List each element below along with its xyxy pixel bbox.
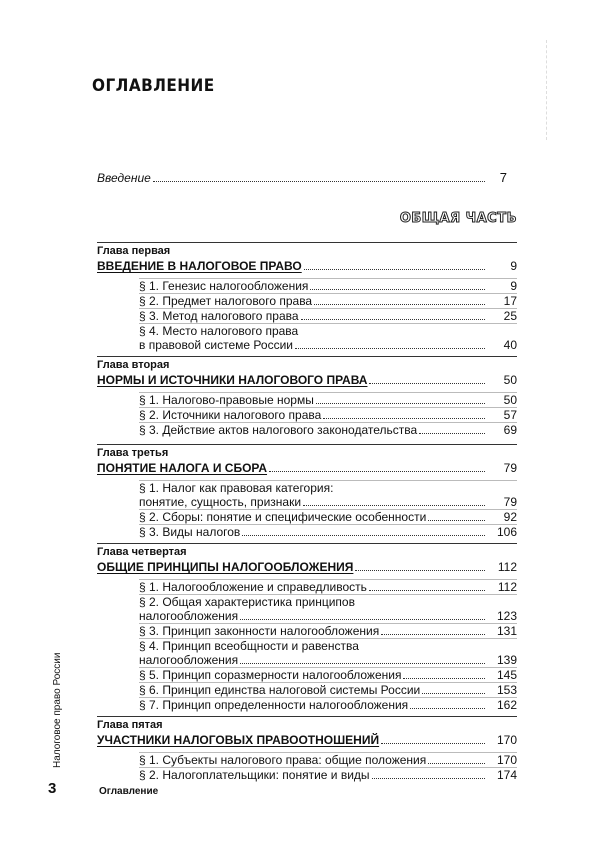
- section-page: 57: [503, 408, 517, 422]
- chapter-page: 9: [510, 259, 517, 273]
- section-page: 174: [496, 768, 517, 782]
- leader-dots: [153, 180, 485, 182]
- chapter-title: НОРМЫ И ИСТОЧНИКИ НАЛОГОВОГО ПРАВА: [97, 373, 368, 387]
- toc-title: ОГЛАВЛЕНИЕ: [92, 76, 215, 96]
- spine-text: Налоговое право России: [52, 652, 63, 768]
- intro-page: 7: [499, 170, 507, 185]
- intro-entry[interactable]: [97, 170, 507, 185]
- chapter-page: 50: [503, 373, 517, 387]
- section-title-line: налогообложения: [139, 653, 239, 667]
- toc-section-entry[interactable]: [139, 308, 517, 323]
- chapter-title-entry[interactable]: [97, 460, 517, 476]
- leader-dots: [410, 707, 485, 709]
- toc-section-entry[interactable]: [139, 480, 517, 509]
- toc-section-entry[interactable]: [139, 638, 517, 667]
- section-page: 170: [496, 753, 517, 767]
- leader-dots: [242, 534, 485, 536]
- chapter-divider: [97, 242, 517, 243]
- page-number: 3: [48, 780, 57, 797]
- toc-section-entry[interactable]: [139, 667, 517, 682]
- section-page: 79: [503, 495, 517, 509]
- chapter-title: ОБЩИЕ ПРИНЦИПЫ НАЛОГООБЛОЖЕНИЯ: [97, 560, 354, 574]
- section-page: 153: [496, 683, 517, 697]
- section-title-line: § 2. Налогоплательщики: понятие и виды: [139, 768, 370, 782]
- section-title-line: § 2. Сборы: понятие и специфические особенности: [139, 510, 427, 524]
- chapter-title-entry[interactable]: [97, 559, 517, 575]
- chapter: [97, 543, 517, 712]
- chapter-divider: [97, 444, 517, 445]
- section-page: 9: [510, 279, 517, 293]
- leader-dots: [310, 288, 485, 290]
- section-page: 25: [503, 309, 517, 323]
- section-title-line: § 2. Общая характеристика принципов: [139, 595, 355, 609]
- toc-section-entry[interactable]: [139, 278, 517, 293]
- margin-marks: [546, 40, 549, 140]
- section-title-line: § 3. Действие актов налогового законодательства: [139, 423, 418, 437]
- toc-section-entry[interactable]: [139, 682, 517, 697]
- leader-dots: [419, 432, 485, 434]
- section-page: 92: [503, 510, 517, 524]
- chapter-title-entry[interactable]: [97, 372, 517, 388]
- chapter-label: Глава третья: [97, 447, 169, 459]
- part-title: ОБЩАЯ ЧАСТЬ: [399, 211, 517, 226]
- chapter-label: Глава четвертая: [97, 546, 187, 558]
- chapter-page: 112: [497, 560, 517, 574]
- toc-section-entry[interactable]: [139, 509, 517, 524]
- leader-dots: [295, 347, 485, 349]
- chapter-label: Глава пятая: [97, 719, 163, 731]
- leader-dots: [381, 633, 485, 635]
- chapter-title: УЧАСТНИКИ НАЛОГОВЫХ ПРАВООТНОШЕНИЙ: [97, 733, 380, 747]
- section-title-line: § 4. Принцип всеобщности и равенства: [139, 639, 359, 653]
- section-page: 139: [496, 653, 517, 667]
- chapter-label: Глава вторая: [97, 359, 170, 371]
- section-title-line: § 7. Принцип определенности налогообложения: [139, 698, 409, 712]
- leader-dots: [240, 662, 485, 664]
- section-title-line: § 1. Субъекты налогового права: общие положения: [139, 753, 427, 767]
- section-title-line: § 3. Принцип законности налогообложения: [139, 624, 380, 638]
- section-page: 131: [496, 624, 517, 638]
- chapter-title: ВВЕДЕНИЕ В НАЛОГОВОЕ ПРАВО: [97, 259, 302, 273]
- section-title-line: § 2. Источники налогового права: [139, 408, 322, 422]
- toc-section-entry[interactable]: [139, 392, 517, 407]
- leader-dots: [369, 382, 485, 384]
- toc-section-entry[interactable]: [139, 524, 517, 539]
- leader-dots: [422, 692, 485, 694]
- section-title-line: § 1. Налогообложение и справедливость: [139, 580, 367, 594]
- section-page: 145: [496, 668, 517, 682]
- toc-section-entry[interactable]: [139, 407, 517, 422]
- section-page: 17: [503, 294, 517, 308]
- chapter: [97, 356, 517, 437]
- section-title-line: § 1. Генезис налогообложения: [139, 279, 309, 293]
- section-title-line: § 6. Принцип единства налоговой системы России: [139, 683, 421, 697]
- toc-section-entry[interactable]: [139, 422, 517, 437]
- section-title-line: § 3. Виды налогов: [139, 525, 241, 539]
- leader-dots: [304, 268, 485, 270]
- section-title-line: налогообложения: [139, 609, 239, 623]
- leader-dots: [369, 589, 485, 591]
- chapter-divider: [97, 543, 517, 544]
- section-title-line: § 4. Место налогового права: [139, 324, 299, 338]
- leader-dots: [323, 417, 485, 419]
- chapter: [97, 242, 517, 352]
- chapter-divider: [97, 716, 517, 717]
- leader-dots: [240, 618, 485, 620]
- leader-dots: [355, 569, 485, 571]
- toc-section-entry[interactable]: [139, 752, 517, 767]
- leader-dots: [314, 303, 485, 305]
- chapter: [97, 444, 517, 539]
- leader-dots: [381, 742, 485, 744]
- leader-dots: [269, 470, 485, 472]
- chapter-page: 79: [503, 461, 517, 475]
- section-title-line: § 2. Предмет налогового права: [139, 294, 313, 308]
- section-title-line: § 1. Налог как правовая категория:: [139, 481, 334, 495]
- section-page: 106: [496, 525, 517, 539]
- section-title-line: § 3. Метод налогового права: [139, 309, 299, 323]
- section-page: 40: [503, 338, 517, 352]
- leader-dots: [372, 777, 485, 779]
- leader-dots: [316, 402, 485, 404]
- chapter: [97, 716, 517, 782]
- toc-section-entry[interactable]: [139, 767, 517, 782]
- section-title-line: § 5. Принцип соразмерности налогообложения: [139, 668, 402, 682]
- toc-section-entry[interactable]: [139, 293, 517, 308]
- chapter-divider: [97, 356, 517, 357]
- leader-dots: [301, 318, 485, 320]
- intro-label: Введение: [97, 171, 151, 185]
- section-page: 123: [496, 609, 517, 623]
- section-page: 50: [503, 393, 517, 407]
- section-page: 112: [497, 580, 517, 594]
- footer-label: Оглавление: [99, 786, 159, 797]
- section-title-line: понятие, сущность, признаки: [139, 495, 302, 509]
- leader-dots: [403, 677, 485, 679]
- toc-section-entry[interactable]: [139, 623, 517, 638]
- section-title-line: § 1. Налогово-правовые нормы: [139, 393, 314, 407]
- toc-section-entry[interactable]: [139, 697, 517, 712]
- chapter-title-entry[interactable]: [97, 258, 517, 274]
- section-page: 162: [496, 698, 517, 712]
- chapter-page: 170: [496, 733, 517, 747]
- toc-section-entry[interactable]: [139, 579, 517, 594]
- toc-section-entry[interactable]: [139, 323, 517, 352]
- chapter-title-entry[interactable]: [97, 732, 517, 748]
- chapter-title: ПОНЯТИЕ НАЛОГА И СБОРА: [97, 461, 268, 475]
- leader-dots: [428, 519, 485, 521]
- leader-dots: [428, 762, 485, 764]
- chapter-label: Глава первая: [97, 245, 171, 257]
- section-title-line: в правовой системе России: [139, 338, 293, 352]
- leader-dots: [303, 504, 485, 506]
- section-page: 69: [503, 423, 517, 437]
- toc-section-entry[interactable]: [139, 594, 517, 623]
